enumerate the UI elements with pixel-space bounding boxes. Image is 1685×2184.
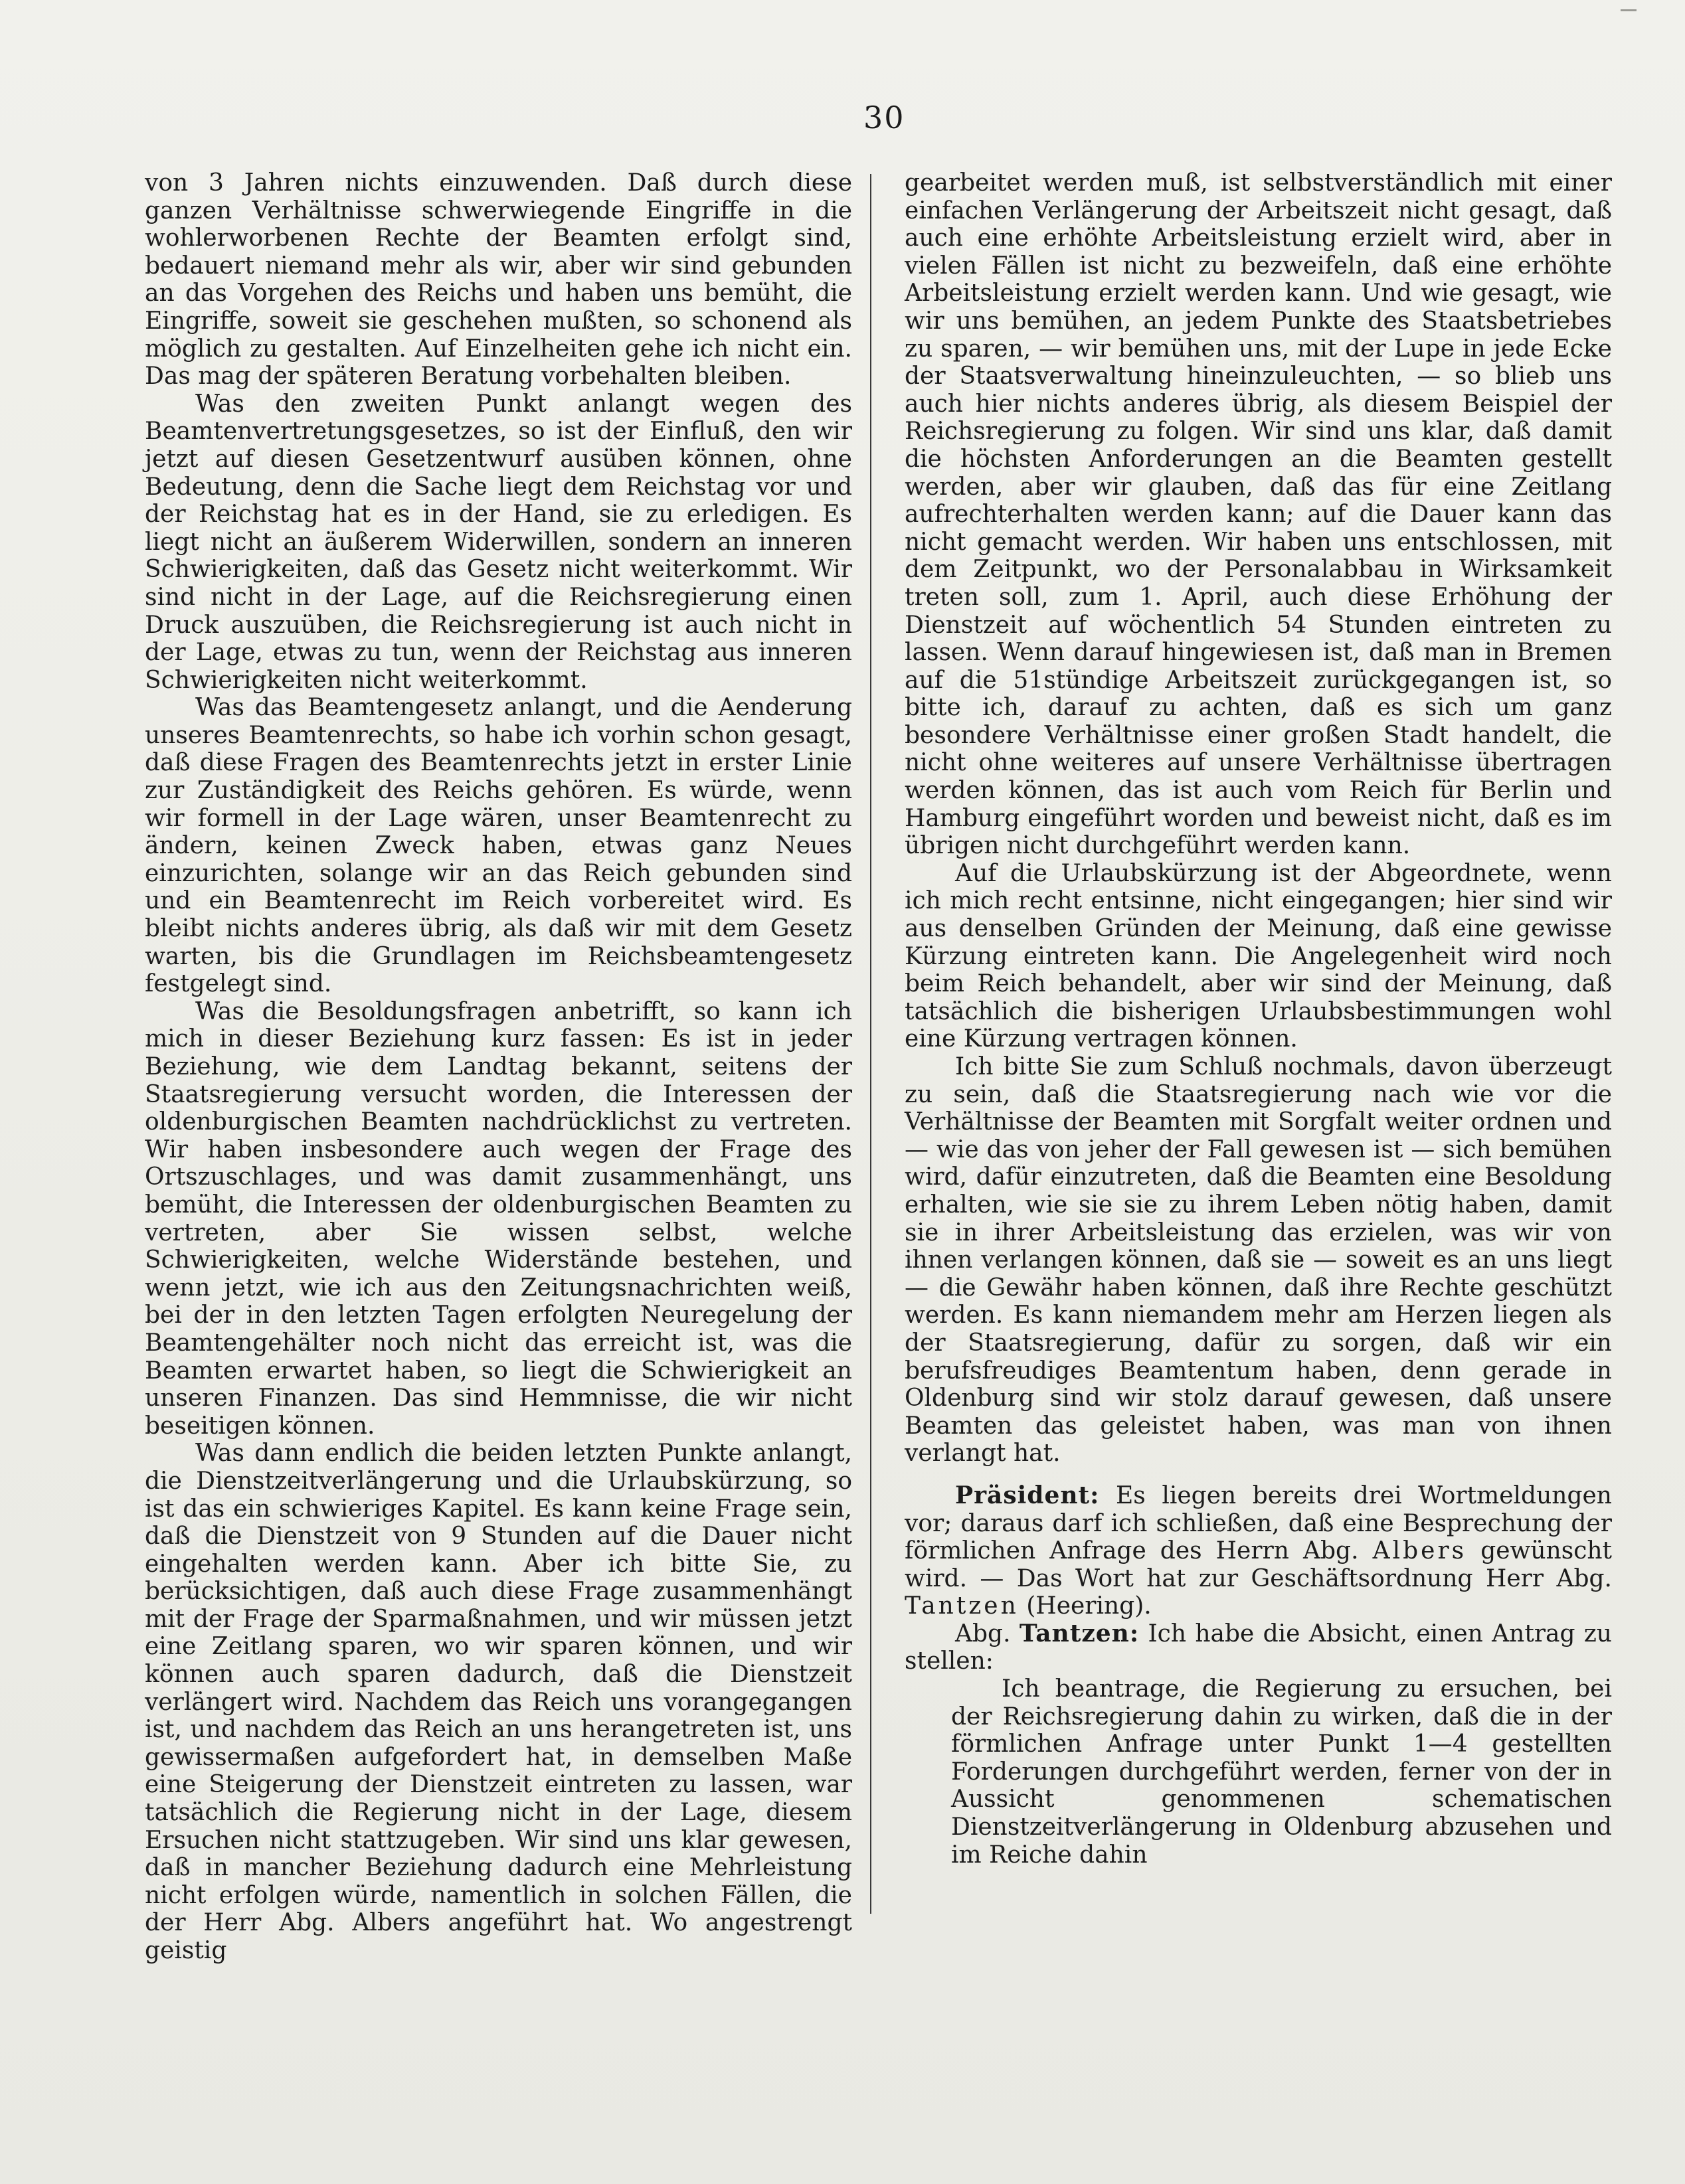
president-paragraph xyxy=(905,1482,1612,1620)
speech-text: Es liegen bereits drei Wortmeldungen vor; daraus darf ich schließen, daß eine Besprechung der förmlichen Anfrage des Herrn Abg. xyxy=(905,1481,1612,1565)
paragraph: Was die Besoldungsfragen anbetrifft, so kann ich mich in dieser Beziehung kurz fassen: Es ist in jeder Beziehung, wie dem Landtag bekannt, seitens der Staatsregierung versucht worden, die Interessen der oldenburgischen Beamten nachdrücklichst zu vertreten. Wir haben insbesondere auch wegen der Frage des Ortszuschlages, und was damit zusammenhängt, uns bemüht, die Interessen der oldenburgischen Beamten zu vertreten, aber Sie wissen selbst, welche Schwierigkeiten, welche Widerstände bestehen, und wenn jetzt, wie ich aus den Zeitungsnachrichten weiß, bei der in den letzten Tagen erfolgten Neuregelung der Beamtengehälter noch nicht das erreicht ist, was die Beamten erwartet haben, so liegt die Schwierigkeit an unseren Finanzen. Das sind Hemmnisse, die wir nicht beseitigen können. xyxy=(145,997,852,1440)
paragraph: Auf die Urlaubskürzung ist der Abgeordnete, wenn ich mich recht entsinne, nicht eingegangen; hier sind wir aus denselben Gründen der Meinung, daß eine gewisse Kürzung eintreten kann. Die Angelegenheit wird noch beim Reich behandelt, aber wir sind der Meinung, daß tatsächlich die bisherigen Urlaubsbestimmungen wohl eine Kürzung vertragen können. xyxy=(905,859,1612,1053)
person-name: Albers xyxy=(1372,1537,1467,1565)
paragraph: gearbeitet werden muß, ist selbstverständlich mit einer einfachen Verlängerung der Arbeitszeit nicht gesagt, daß auch eine erhöhte Arbeitsleistung erzielt wird, aber in vielen Fällen ist nicht zu bezweifeln, daß eine erhöhte Arbeitsleistung erzielt werden kann. Und wie gesagt, wie wir uns bemühen, an jedem Punkte des Staatsbetriebes zu sparen, — wir bemühen uns, mit der Lupe in jede Ecke der Staatsverwaltung hineinzuleuchten, — so blieb uns auch hier nichts anderes übrig, als diesem Beispiel der Reichsregierung zu folgen. Wir sind uns klar, daß damit die höchsten Anforderungen an die Beamten gestellt werden, aber wir glauben, daß das für eine Zeitlang aufrechterhalten werden kann; auf die Dauer kann das nicht gemacht werden. Wir haben uns entschlossen, mit dem Zeitpunkt, wo der Personalabbau in Wirksamkeit treten soll, zum 1. April, auch diese Erhöhung der Dienstzeit auf wöchentlich 54 Stunden eintreten zu lassen. Wenn darauf hingewiesen ist, daß man in Bremen auf die 51stündige Arbeitszeit zurückgegangen ist, so bitte ich, darauf zu achten, daß es sich um ganz besondere Verhältnisse einer großen Stadt handelt, die nicht ohne weiteres auf unsere Verhältnisse übertragen werden können, das ist auch vom Reich für Berlin und Hamburg eingeführt worden und beweist nicht, daß es im übrigen nicht durchgeführt werden kann. xyxy=(905,169,1612,860)
scan-mark xyxy=(1621,9,1637,11)
speech-text: Ich habe die Absicht, einen Antrag zu stellen: xyxy=(905,1620,1612,1675)
page-number: 30 xyxy=(863,100,905,135)
paragraph: Was das Beamtengesetz anlangt, und die Aenderung unseres Beamtenrechts, so habe ich vorhin schon gesagt, daß diese Fragen des Beamtenrechts jetzt in erster Linie zur Zuständigkeit des Reichs gehören. Es würde, wenn wir formell in der Lage wären, unser Beamtenrecht zu ändern, keinen Zweck haben, etwas ganz Neues einzurichten, solange wir an das Reich gebunden sind und ein Beamtenrecht im Reich vorbereitet wird. Es bleibt nichts anderes übrig, als daß wir mit dem Gesetz warten, bis die Grundlagen im Reichsbeamtengesetz festgelegt sind. xyxy=(145,694,852,998)
right-column xyxy=(905,169,1612,1869)
speech-text: gewünscht wird. — Das Wort hat zur Geschäftsordnung Herr Abg. xyxy=(905,1537,1613,1592)
left-column xyxy=(145,169,852,1965)
tantzen-paragraph xyxy=(905,1620,1612,1675)
speaker-name: Tantzen: xyxy=(1019,1619,1140,1647)
paragraph: Was dann endlich die beiden letzten Punkte anlangt, die Dienstzeitverlängerung und die Urlaubskürzung, so ist das ein schwieriges Kapitel. Es kann keine Frage sein, daß die Dienstzeit von 9 Stunden auf die Dauer nicht eingehalten werden kann. Aber ich bitte Sie, zu berücksichtigen, daß auch diese Frage zusammenhängt mit der Frage der Sparmaßnahmen, und wir müssen jetzt eine Zeitlang sparen, wo wir sparen können, und wir können auch sparen dadurch, daß die Dienstzeit verlängert wird. Nachdem das Reich uns vorangegangen ist, und nachdem das Reich an uns herangetreten ist, uns gewissermaßen aufgefordert hat, in demselben Maße eine Steigerung der Dienstzeit eintreten zu lassen, war tatsächlich die Regierung nicht in der Lage, diesem Ersuchen nicht stattzugeben. Wir sind uns klar gewesen, daß in mancher Beziehung dadurch eine Mehrleistung nicht erfolgen würde, namentlich in solchen Fällen, die der Herr Abg. Albers angeführt hat. Wo angestrengt geistig xyxy=(145,1440,852,1964)
motion-text: Ich beantrage, die Regierung zu ersuchen, bei der Reichsregierung dahin zu wirken, daß die in der förmlichen Anfrage unter Punkt 1—4 gestellten Forderungen durchgeführt werden, ferner von der in Aussicht genommenen schematischen Dienstzeitverlängerung in Oldenburg abzusehen und im Reiche dahin xyxy=(951,1675,1612,1869)
paragraph: Was den zweiten Punkt anlangt wegen des Beamtenvertretungsgesetzes, so ist der Einfluß, den wir jetzt auf diesen Gesetzentwurf ausüben können, ohne Bedeutung, denn die Sache liegt dem Reichstag vor und der Reichstag hat es in der Hand, sie zu erledigen. Es liegt nicht an äußerem Widerwillen, sondern an inneren Schwierigkeiten, daß das Gesetz nicht weiterkommt. Wir sind nicht in der Lage, auf die Reichsregierung einen Druck auszuüben, die Reichsregierung ist auch nicht in der Lage, etwas zu tun, wenn der Reichstag aus inneren Schwierigkeiten nicht weiterkommt. xyxy=(145,390,852,694)
column-divider xyxy=(870,174,871,1914)
person-name: Tantzen xyxy=(905,1592,1019,1620)
speaker-name: Präsident: xyxy=(955,1481,1100,1509)
speech-text: (Heering). xyxy=(1026,1592,1152,1620)
paragraph: Ich bitte Sie zum Schluß nochmals, davon überzeugt zu sein, daß die Staatsregierung nach wie vor die Verhältnisse der Beamten mit Sorgfalt weiter ordnen und — wie das von jeher der Fall gewesen ist — sich bemühen wird, dafür einzutreten, daß die Beamten eine Besoldung erhalten, wie sie sie zu ihrem Leben nötig haben, damit sie in ihrer Arbeitsleistung das erzielen, was wir von ihnen verlangen können, daß sie — soweit es an uns liegt — die Gewähr haben können, daß ihre Rechte geschützt werden. Es kann niemandem mehr am Herzen liegen als der Staatsregierung, dafür zu sorgen, daß wir ein berufsfreudiges Beamtentum haben, denn gerade in Oldenburg sind wir stolz darauf gewesen, daß unsere Beamten das geleistet haben, was man von ihnen verlangt hat. xyxy=(905,1053,1612,1468)
speaker-title: Abg. xyxy=(955,1620,1011,1647)
paragraph: von 3 Jahren nichts einzuwenden. Daß durch diese ganzen Verhältnisse schwerwiegende Eingriffe in die wohlerworbenen Rechte der Beamten erfolgt sind, bedauert niemand mehr als wir, aber wir sind gebunden an das Vorgehen des Reichs und haben uns bemüht, die Eingriffe, soweit sie geschehen mußten, so schonend als möglich zu gestalten. Auf Einzelheiten gehe ich nicht ein. Das mag der späteren Beratung vorbehalten bleiben. xyxy=(145,169,852,390)
